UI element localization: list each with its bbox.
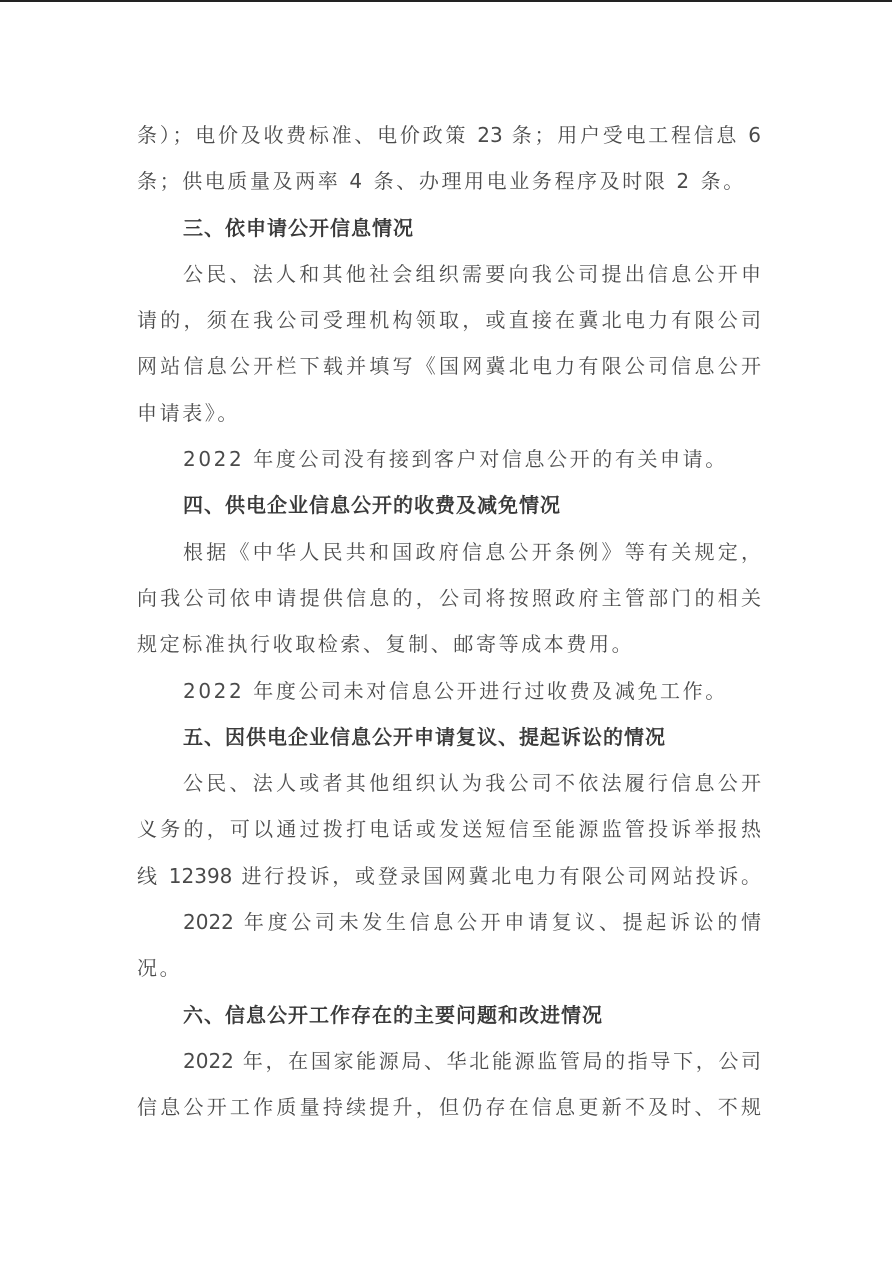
section-heading: 六、信息公开工作存在的主要问题和改进情况 bbox=[183, 1002, 603, 1027]
paragraph-line: 况。 bbox=[137, 956, 183, 981]
paragraph-line: 义务的，可以通过拨打电话或发送短信至能源监管投诉举报热 bbox=[137, 817, 761, 842]
paragraph-line: 2022 年，在国家能源局、华北能源监管局的指导下，公司 bbox=[183, 1048, 761, 1073]
paragraph-line: 2022 年度公司未发生信息公开申请复议、提起诉讼的情 bbox=[183, 910, 761, 935]
paragraph-line: 条）；电价及收费标准、电价政策 23 条；用户受电工程信息 6 bbox=[137, 123, 761, 147]
paragraph-line: 规定标准执行收取检索、复制、邮寄等成本费用。 bbox=[137, 632, 635, 657]
section-heading: 四、供电企业信息公开的收费及减免情况 bbox=[183, 493, 561, 518]
document-page bbox=[137, 112, 761, 1131]
paragraph-line: 2022 年度公司未对信息公开进行过收费及减免工作。 bbox=[183, 678, 728, 703]
top-border-rule bbox=[0, 0, 892, 2]
paragraph-line: 申请表》。 bbox=[137, 400, 240, 425]
paragraph-line: 线 12398 进行投诉，或登录国网冀北电力有限公司网站投诉。 bbox=[137, 863, 761, 888]
paragraph-line: 公民、法人和其他社会组织需要向我公司提出信息公开申 bbox=[183, 261, 761, 286]
paragraph-line: 根据《中华人民共和国政府信息公开条例》等有关规定， bbox=[183, 539, 761, 564]
paragraph-line: 向我公司依申请提供信息的，公司将按照政府主管部门的相关 bbox=[137, 585, 761, 610]
paragraph-line: 请的，须在我公司受理机构领取，或直接在冀北电力有限公司 bbox=[137, 308, 761, 333]
paragraph-line: 网站信息公开栏下载并填写《国网冀北电力有限公司信息公开 bbox=[137, 354, 761, 379]
section-heading: 五、因供电企业信息公开申请复议、提起诉讼的情况 bbox=[183, 724, 666, 749]
paragraph-line: 2022 年度公司没有接到客户对信息公开的有关申请。 bbox=[183, 447, 728, 472]
paragraph-line: 信息公开工作质量持续提升，但仍存在信息更新不及时、不规 bbox=[137, 1095, 761, 1120]
paragraph-line: 公民、法人或者其他组织认为我公司不依法履行信息公开 bbox=[183, 771, 761, 796]
paragraph-line: 条；供电质量及两率 4 条、办理用电业务程序及时限 2 条。 bbox=[137, 169, 746, 194]
section-heading: 三、依申请公开信息情况 bbox=[183, 215, 414, 240]
